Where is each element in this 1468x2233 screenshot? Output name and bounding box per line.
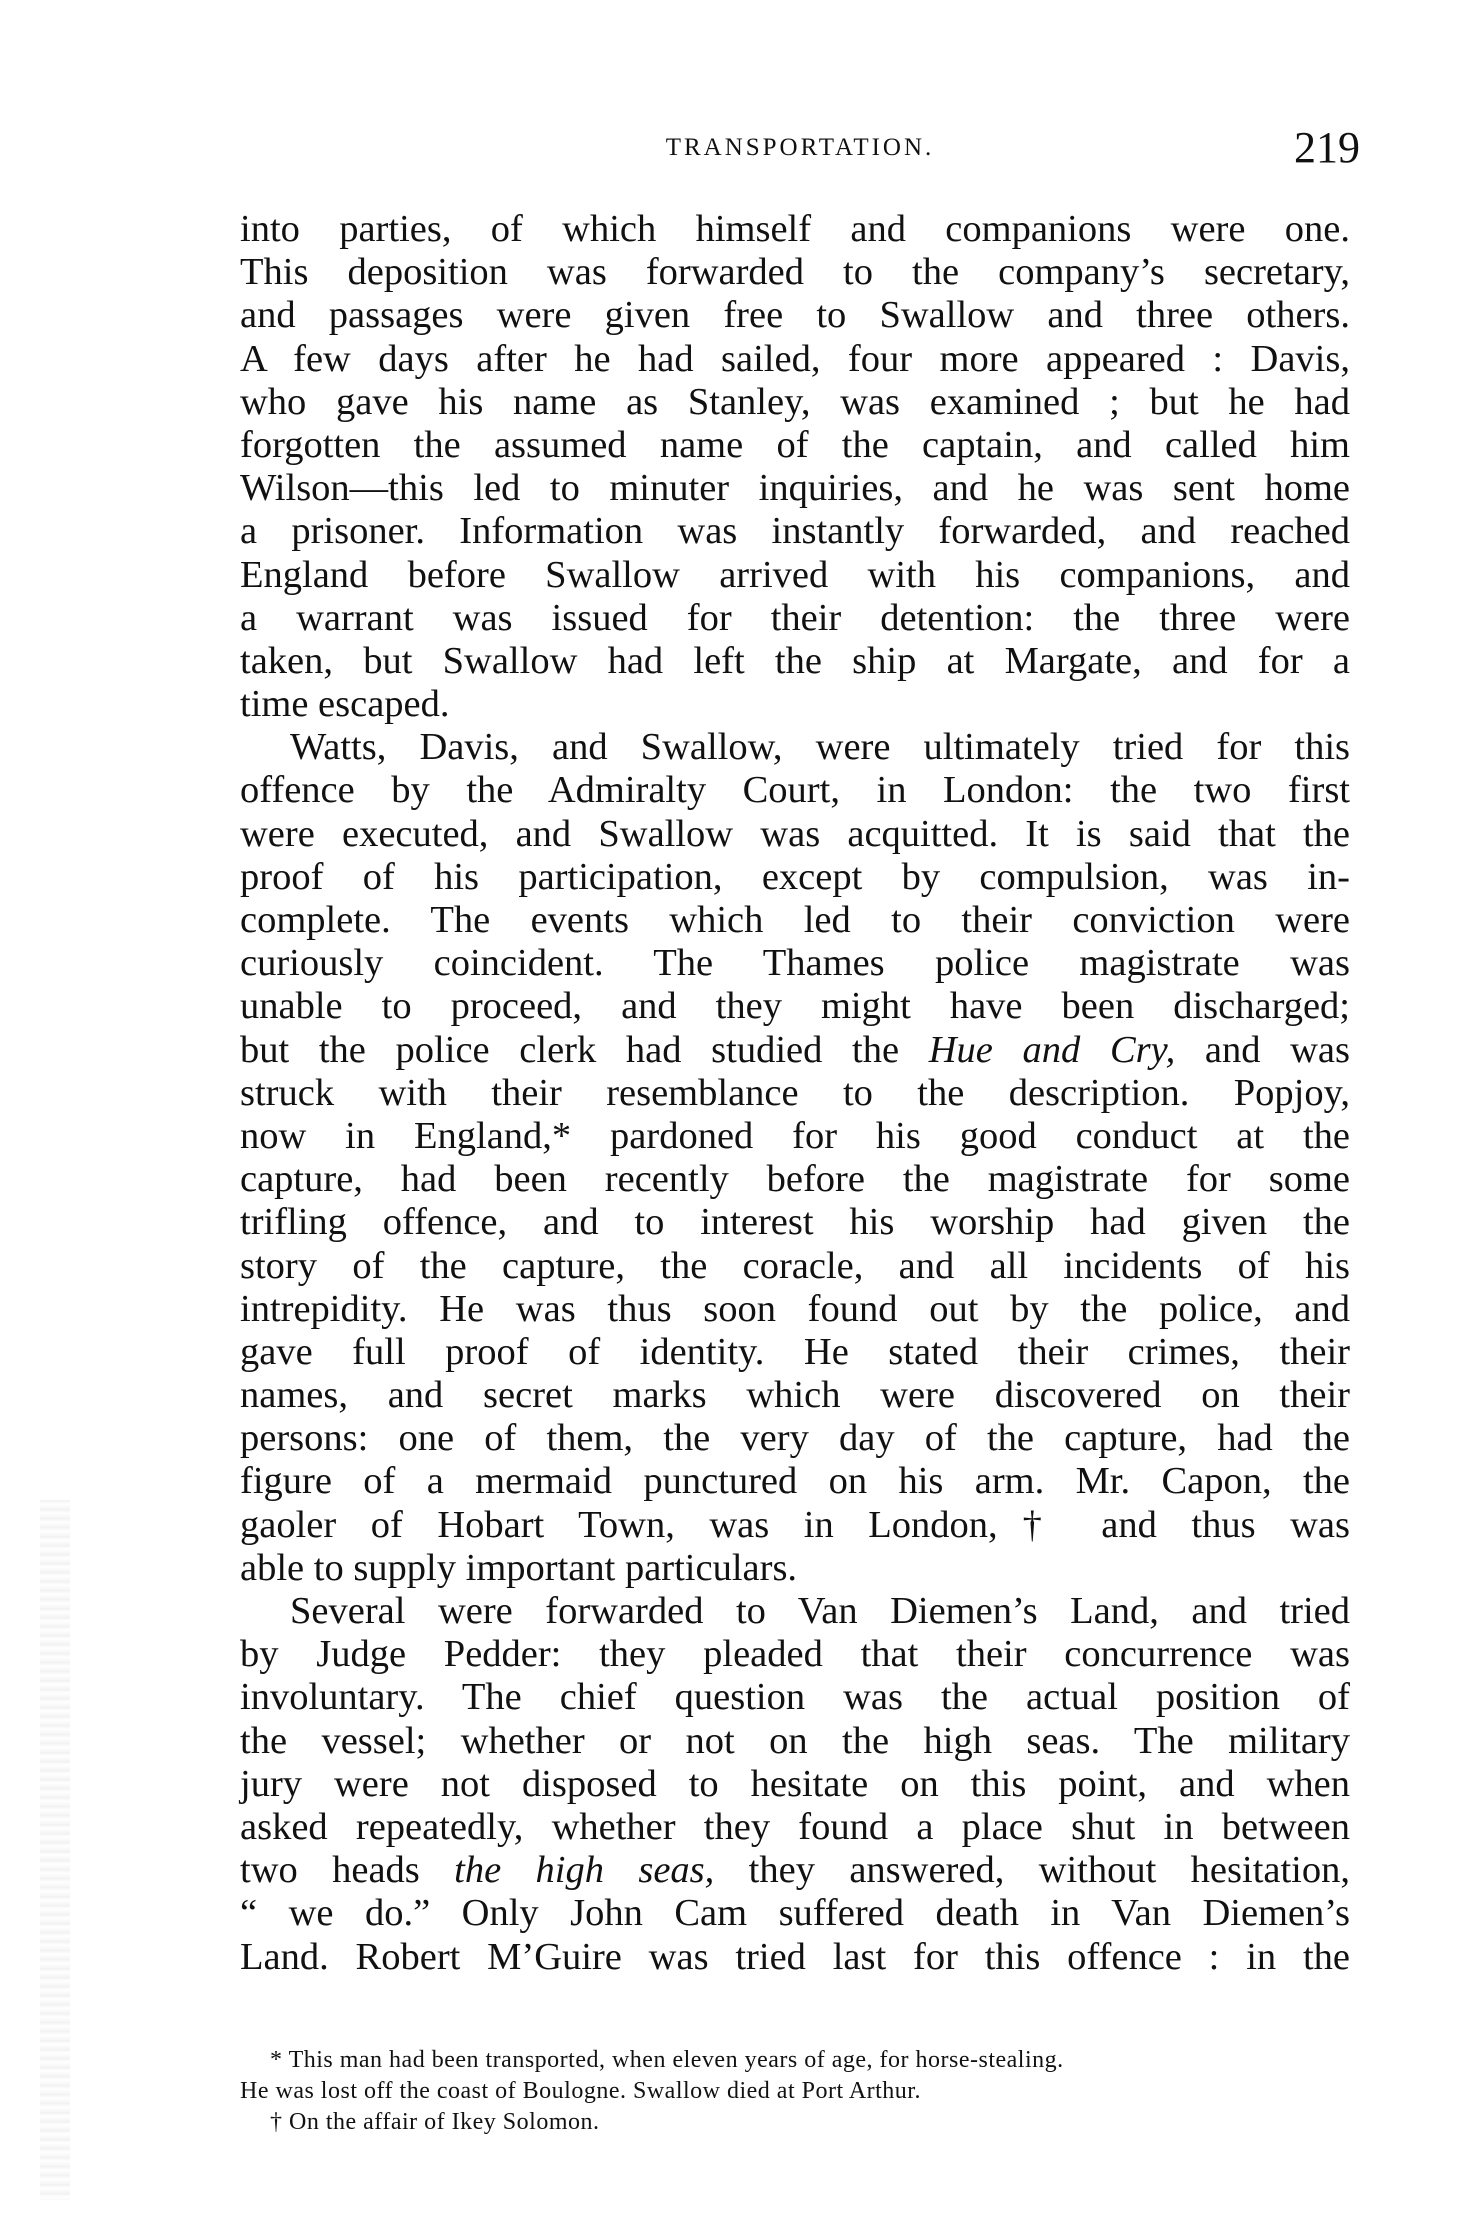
page-number: 219 bbox=[1294, 123, 1360, 172]
text-line: taken, but Swallow had left the ship at Margate, and for a bbox=[240, 639, 1350, 682]
text-line: Watts, Davis, and Swallow, were ultimately tried for this bbox=[290, 726, 1350, 769]
text-line: now in England,* pardoned for his good conduct at the bbox=[240, 1114, 1350, 1157]
text-line: trifling offence, and to interest his worship had given the bbox=[240, 1201, 1350, 1244]
running-head: TRANSPORTATION. bbox=[665, 134, 935, 161]
text-line: struck with their resemblance to the description. Popjoy, bbox=[240, 1071, 1350, 1114]
text-line-with-italic bbox=[240, 1029, 1350, 1072]
text-line: Land. Robert M’Guire was tried last for this offence : in the bbox=[240, 1935, 1350, 1978]
text-segment: and was bbox=[1204, 1028, 1350, 1071]
text-line: who gave his name as Stanley, was examined ; but he had bbox=[240, 380, 1350, 423]
text-line: were executed, and Swallow was acquitted. It is said that the bbox=[240, 812, 1350, 855]
text-line: by Judge Pedder: they pleaded that their concurrence was bbox=[240, 1633, 1350, 1676]
text-line: a warrant was issued for their detention: the three were bbox=[240, 596, 1350, 639]
text-line: forgotten the assumed name of the captain, and called him bbox=[240, 423, 1350, 466]
text-line: involuntary. The chief question was the actual position of bbox=[240, 1676, 1350, 1719]
text-line: Wilson—this led to minuter inquiries, and he was sent home bbox=[240, 467, 1350, 510]
text-line: gave full proof of identity. He stated their crimes, their bbox=[240, 1330, 1350, 1373]
text-line: a prisoner. Information was instantly forwarded, and reached bbox=[240, 510, 1350, 553]
body-text bbox=[240, 208, 1350, 1979]
text-line: asked repeatedly, whether they found a place shut in between bbox=[240, 1805, 1350, 1848]
text-segment: they answered, without hesitation, bbox=[748, 1849, 1351, 1892]
text-segment: but the police clerk had studied the bbox=[240, 1028, 900, 1071]
text-line: capture, had been recently before the magistrate for some bbox=[240, 1158, 1350, 1201]
text-line: jury were not disposed to hesitate on this point, and when bbox=[240, 1762, 1350, 1805]
text-line: offence by the Admiralty Court, in London: the two first bbox=[240, 769, 1350, 812]
text-line: figure of a mermaid punctured on his arm. Mr. Capon, the bbox=[240, 1460, 1350, 1503]
footnote-2: † On the affair of Ikey Solomon. bbox=[270, 2109, 600, 2135]
text-line: England before Swallow arrived with his companions, and bbox=[240, 553, 1350, 596]
footnotes bbox=[240, 2045, 1360, 2138]
text-line: gaoler of Hobart Town, was in London,† and thus was bbox=[240, 1503, 1350, 1546]
text-line: names, and secret marks which were discovered on their bbox=[240, 1374, 1350, 1417]
text-line: time escaped. bbox=[240, 683, 450, 726]
footnote-1-line-1: * This man had been transported, when eleven years of age, for horse-stealing. bbox=[270, 2047, 1064, 2073]
text-line: story of the capture, the coracle, and all incidents of his bbox=[240, 1244, 1350, 1287]
page-edge-texture bbox=[40, 1500, 70, 2200]
text-line-with-italic bbox=[240, 1849, 1350, 1892]
italic-phrase: the high seas, bbox=[454, 1849, 715, 1892]
text-line: proof of his participation, except by compulsion, was in- bbox=[240, 855, 1350, 898]
text-line: intrepidity. He was thus soon found out by the police, and bbox=[240, 1287, 1350, 1330]
text-line: unable to proceed, and they might have been discharged; bbox=[240, 985, 1350, 1028]
text-line: This deposition was forwarded to the company’s secretary, bbox=[240, 251, 1350, 294]
footnote-1-line-2: He was lost off the coast of Boulogne. Swallow died at Port Arthur. bbox=[240, 2078, 921, 2104]
text-line: and passages were given free to Swallow and three others. bbox=[240, 294, 1350, 337]
text-line: Several were forwarded to Van Diemen’s Land, and tried bbox=[290, 1590, 1350, 1632]
text-line: into parties, of which himself and companions were one. bbox=[240, 208, 1350, 250]
text-line: “ we do.” Only John Cam suffered death in Van Diemen’s bbox=[240, 1892, 1350, 1935]
text-line: persons: one of them, the very day of the capture, had the bbox=[240, 1417, 1350, 1460]
page-header bbox=[240, 123, 1360, 176]
text-line: able to supply important particulars. bbox=[240, 1546, 798, 1589]
text-line: complete. The events which led to their conviction were bbox=[240, 899, 1350, 941]
text-line: the vessel; whether or not on the high seas. The military bbox=[240, 1719, 1350, 1762]
italic-title: Hue and Cry, bbox=[928, 1028, 1176, 1071]
text-line: A few days after he had sailed, four more appeared : Davis, bbox=[240, 337, 1350, 380]
text-line: curiously coincident. The Thames police magistrate was bbox=[240, 942, 1350, 985]
text-segment: two heads bbox=[240, 1849, 420, 1892]
